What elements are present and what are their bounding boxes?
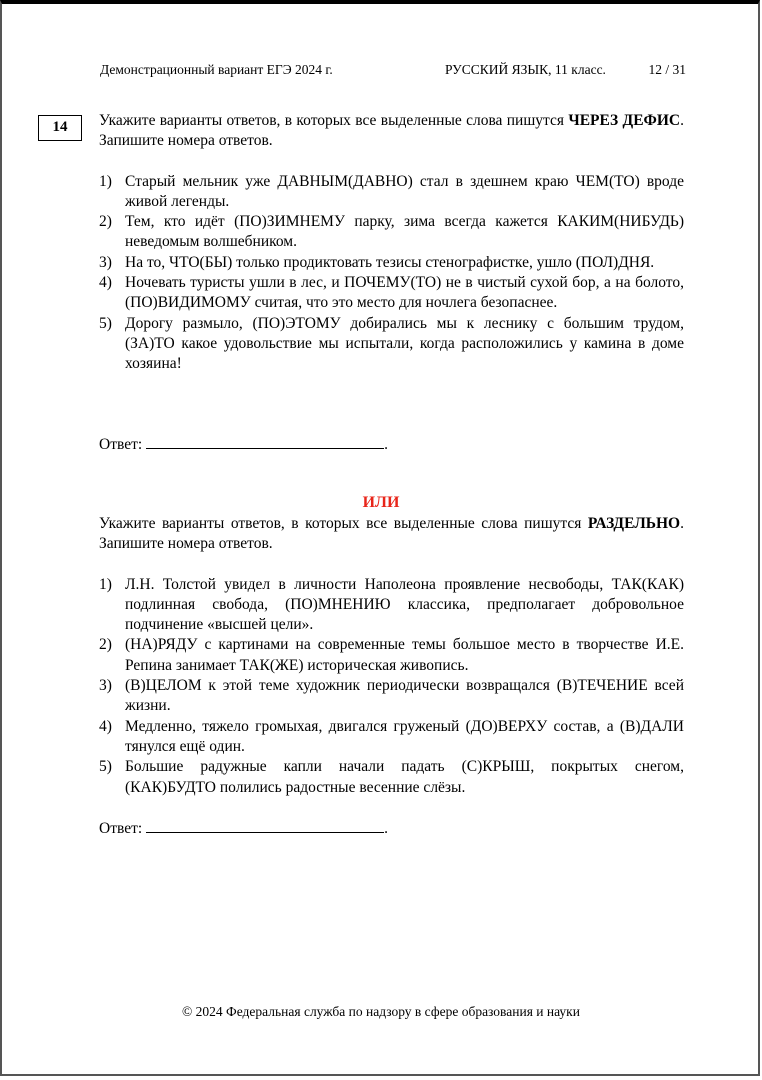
item-number: 2) [99,213,112,231]
list-item [99,575,684,636]
instruction-text-end: . Запишите номера ответов. [99,112,684,150]
item-number: 2) [99,636,112,654]
instruction-text-end: . Запишите номера ответов. [99,515,684,553]
list-item [99,273,684,314]
item-text: На то, ЧТО(БЫ) только продиктовать тезисы стенографистке, ушло (ПОЛ)ДНЯ. [125,253,655,271]
item-text: Дорогу размыло, (ПО)ЭТОМУ добирались мы к леснику с большим трудом, (ЗА)ТО какое удовольствие мы испытали, когда расположились у камина в доме хозяина! [125,314,684,373]
list-item [99,253,684,273]
options-list-1 [99,172,684,375]
list-item [99,757,684,798]
list-item [99,314,684,375]
task-number-box: 14 [38,115,82,141]
answer-field-2[interactable] [99,818,388,838]
answer-field-1[interactable] [99,434,388,454]
item-text: Старый мельник уже ДАВНЫМ(ДАВНО) стал в здешнем краю ЧЕМ(ТО) вроде живой легенды. [125,172,684,210]
options-list-2 [99,575,684,798]
item-text: Ночевать туристы ушли в лес, и ПОЧЕМУ(ТО) не в чистый сухой бор, а на болото, (ПО)ВИДИМОМУ считая, что это место для ночлега безопаснее. [125,274,684,312]
task-instruction-1 [99,111,684,152]
answer-line[interactable] [146,434,384,449]
item-text: Большие радужные капли начали падать (С)КРЫШ, покрытых снегом, (КАК)БУДТО полились радостные весенние слёзы. [125,758,684,796]
item-text: Л.Н. Толстой увидел в личности Наполеона проявление несвободы, ТАК(КАК) подлинная свобода, (ПО)МНЕНИЮ классика, предполагает добровольное подчинение «высшей цели». [125,575,684,634]
item-number: 1) [99,575,112,593]
task-part2 [99,514,684,798]
item-number: 3) [99,677,112,695]
page-header [100,62,686,80]
instruction-text: Укажите варианты ответов, в которых все выделенные слова пишутся [99,112,569,129]
copyright-footer: © 2024 Федеральная служба по надзору в сфере образования и науки [182,1004,580,1019]
answer-label: Ответ: [99,820,143,837]
list-item [99,172,684,213]
item-number: 3) [99,253,112,271]
or-separator: ИЛИ [362,494,400,511]
item-number: 4) [99,274,112,292]
list-item [99,635,684,676]
item-text: Тем, кто идёт (ПО)ЗИМНЕМУ парку, зима всегда кажется КАКИМ(НИБУДЬ) неведомым волшебником. [125,213,684,251]
list-item [99,676,684,717]
instruction-emphasis: ЧЕРЕЗ ДЕФИС [568,112,681,129]
item-number: 5) [99,758,112,776]
item-number: 1) [99,172,112,190]
answer-line[interactable] [146,818,384,833]
page-number: 12 / 31 [648,62,686,77]
item-number: 4) [99,717,112,735]
item-number: 5) [99,314,112,332]
answer-period: . [384,436,389,453]
instruction-emphasis: РАЗДЕЛЬНО [587,515,681,532]
exam-title: Демонстрационный вариант ЕГЭ 2024 г. [100,62,333,77]
list-item [99,717,684,758]
task-part1 [99,111,684,375]
instruction-text: Укажите варианты ответов, в которых все выделенные слова пишутся [99,515,588,532]
task-instruction-2 [99,514,684,555]
list-item [99,212,684,253]
answer-period: . [384,820,389,837]
item-text: Медленно, тяжело громыхая, двигался груженый (ДО)ВЕРХУ состав, а (В)ДАЛИ тянулся ещё один. [125,717,684,755]
item-text: (В)ЦЕЛОМ к этой теме художник периодически возвращался (В)ТЕЧЕНИЕ всей жизни. [125,677,684,715]
subject-label: РУССКИЙ ЯЗЫК, 11 класс. [445,62,606,77]
item-text: (НА)РЯДУ с картинами на современные темы большое место в творчестве И.Е. Репина занимает ТАК(ЖЕ) историческая живопись. [125,636,684,674]
answer-label: Ответ: [99,436,143,453]
